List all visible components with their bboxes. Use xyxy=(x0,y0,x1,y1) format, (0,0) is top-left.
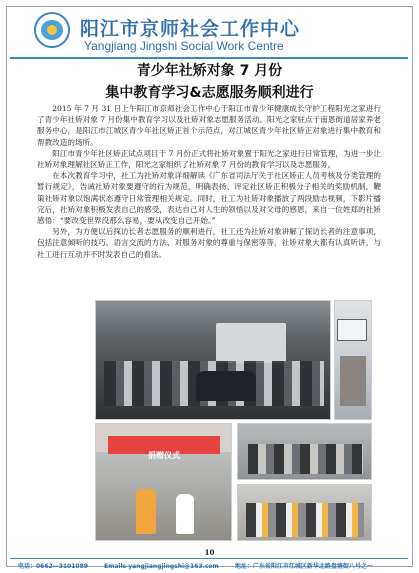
photo-elder-visit xyxy=(237,484,372,541)
page-footer xyxy=(18,561,408,571)
article-paragraph: 另外，为方便以后探访长者志愿服务的顺利进行，社工还为社矫对象讲解了探访长者的注意事项，包括注意倾听的技巧、语言交流的方法、对服务对象的尊重与保密等等，社矫对象大都有认真听讲，与社工进行互动并不时发表自己的看法。 xyxy=(37,227,381,259)
footer-phone: 电话：0662—3101089 xyxy=(18,563,88,570)
banner-text: 捐赠仪式 xyxy=(148,451,180,460)
seated-group xyxy=(248,444,363,474)
article-body xyxy=(37,103,381,260)
footer-divider xyxy=(10,558,408,559)
photo-group-meeting xyxy=(237,423,372,480)
article-paragraph: 2015 年 7 月 31 日上午阳江市京师社会工作中心于阳江市青少年健康成长守护工程阳光之家进行了青少年社矫对象 7 月份集中教育学习以及社矫对象志愿服务活动。阳光之家驻点于南恩街道居家养老服务中心，是阳江市江城区青少年社区矫正首个示范点，对江城区青少年社区矫正对象进行集中教育和帮教改造的场所。 xyxy=(37,104,381,147)
presentation-screen xyxy=(337,319,367,341)
volunteer-figure xyxy=(136,489,156,534)
page-header xyxy=(10,10,408,55)
article-title-line-1: 青少年社矫对象 7 月份 xyxy=(136,63,283,79)
organization-name-cn: 阳江市京师社会工作中心 xyxy=(80,18,301,40)
organization-logo-icon xyxy=(34,12,70,48)
volunteer-figure xyxy=(176,494,194,534)
photo-volunteer-sweeping xyxy=(95,423,232,541)
footer-email: Emails yangjiangjingshi@163.com xyxy=(104,563,219,570)
organization-name-en: Yangjiang Jingshi Social Work Centre xyxy=(84,39,284,53)
article-title-line-2: 集中教育学习&志愿服务顺利进行 xyxy=(105,85,314,101)
header-divider xyxy=(10,57,408,59)
red-banner xyxy=(108,436,220,460)
participant-back xyxy=(196,371,256,401)
photo-presentation-screen xyxy=(334,300,372,420)
photo-classroom-session xyxy=(95,300,331,420)
footer-address: 地址：广东省阳江市江城区新华北路盘塘街八号之一 xyxy=(234,563,373,570)
presenter-figure xyxy=(340,356,366,406)
seated-group xyxy=(246,503,364,537)
projector-screen xyxy=(216,323,286,363)
page-number: 10 xyxy=(204,548,215,557)
article-paragraph: 在本次教育学习中，社工为社矫对象详细解读《广东省司法厅关于社区矫正人员考核及分类管理的暂行规定》，告诫社矫对象要遵守的行为规范，明确表扬、评定社区矫正积极分子相关的奖励机制，鞭策社矫对象以饱满状态遵守日常管理相关规定。同时，社工为社矫对象播放了两段励志视频，下影片播完后，社矫对象积极发表自己的感受，表达自己对人生的领悟以及对父母的感恩，来自一位姓郑的社矫感悟：“要改变世界没那么容易，要从改变自己开始。” xyxy=(37,171,381,226)
article-paragraph: 阳江市青少年社区矫正试点项目于 7 月份正式将社矫对象置于阳光之家进行日常管理，为进一步让社矫对象理解社区矫正工作，阳光之家组织了社矫对象 7 月份的教育学习以及志愿服务。 xyxy=(37,148,381,170)
